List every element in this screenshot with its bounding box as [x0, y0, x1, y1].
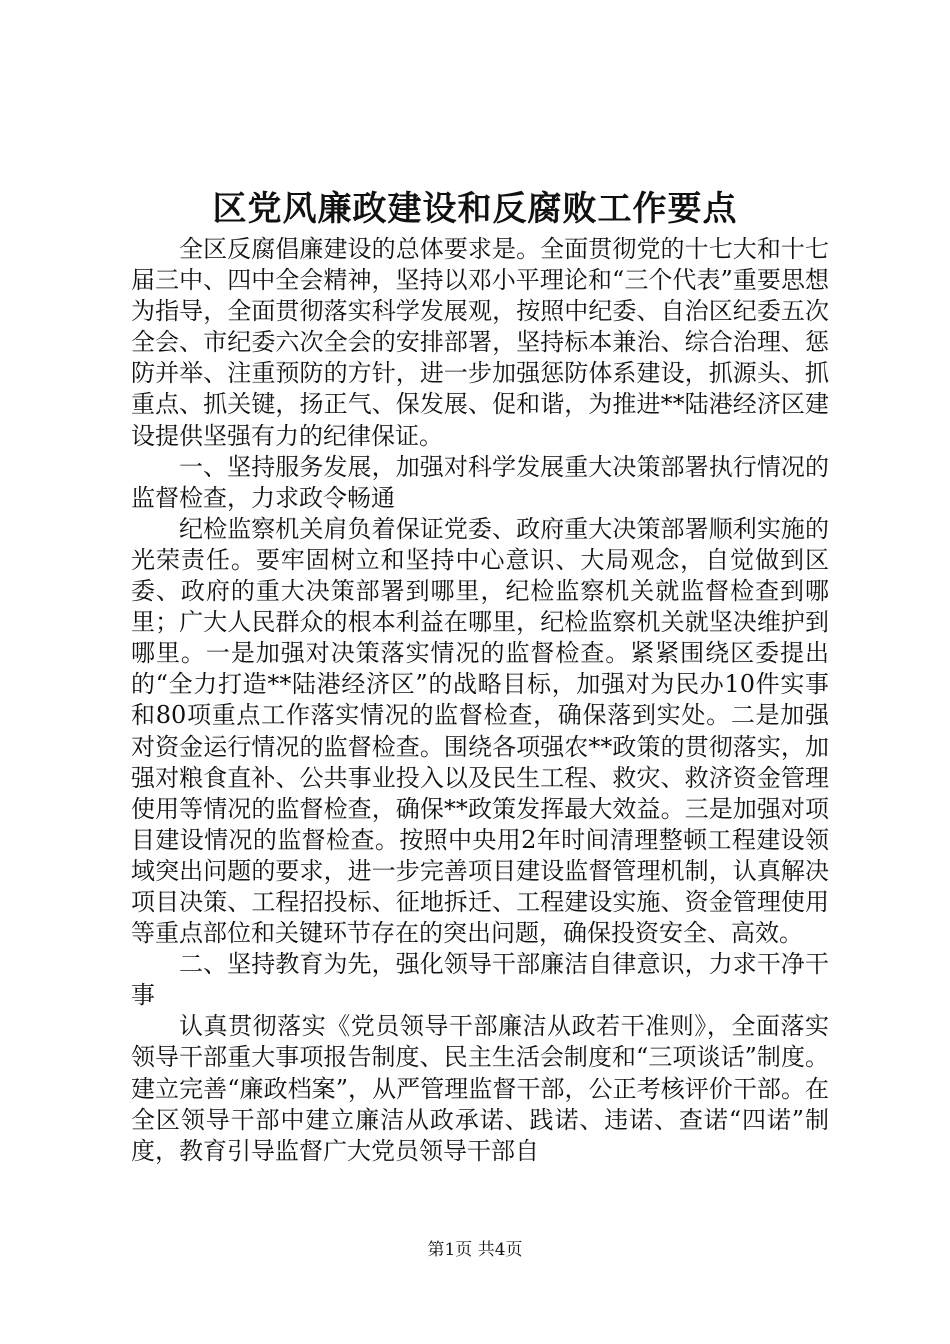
paragraph-section-1: 纪检监察机关肩负着保证党委、政府重大决策部署顺利实施的光荣责任。要牢固树立和坚持中心意识、大局观念，自觉做到区委、政府的重大决策部署到哪里，纪检监察机关就监督检查到哪里；广大人民群众的根本利益在哪里，纪检监察机关就坚决维护到哪里。一是加强对决策落实情况的监督检查。紧紧围绕区委提出的“全力打造**陆港经济区”的战略目标，加强对为民办10件实事和80项重点工作落实情况的监督检查，确保落到实处。二是加强对资金运行情况的监督检查。围绕各项强农**政策的贯彻落实，加强对粮食直补、公共事业投入以及民生工程、救灾、救济资金管理使用等情况的监督检查，确保**政策发挥最大效益。三是加强对项目建设情况的监督检查。按照中央用2年时间清理整顿工程建设领域突出问题的要求，进一步完善项目建设监督管理机制，认真解决项目决策、工程招投标、征地拆迁、工程建设实施、资金管理使用等重点部位和关键环节存在的突出问题，确保投资安全、高效。 [131, 514, 829, 948]
paragraph-section-2: 认真贯彻落实《党员领导干部廉洁从政若干准则》，全面落实领导干部重大事项报告制度、民主生活会制度和“三项谈话”制度。建立完善“廉政档案”，从严管理监督干部，公正考核评价干部。在全区领导干部中建立廉洁从政承诺、践诺、违诺、查诺“四诺”制度，教育引导监督广大党员领导干部自 [131, 1012, 829, 1165]
page-indicator: 第1页 共4页 [427, 1240, 523, 1260]
document-body [131, 234, 829, 1167]
paragraph-intro: 全区反腐倡廉建设的总体要求是。全面贯彻党的十七大和十七届三中、四中全会精神，坚持以邓小平理论和“三个代表”重要思想为指导，全面贯彻落实科学发展观，按照中纪委、自治区纪委五次全会、市纪委六次全会的安排部署，坚持标本兼治、综合治理、惩防并举、注重预防的方针，进一步加强惩防体系建设，抓源头、抓重点、抓关键，扬正气、保发展、促和谐，为推进**陆港经济区建设提供坚强有力的纪律保证。 [131, 235, 829, 450]
document-title: 区党风廉政建设和反腐败工作要点 [212, 189, 738, 229]
heading-section-1: 一、坚持服务发展，加强对科学发展重大决策部署执行情况的监督检查，力求政令畅通 [131, 452, 829, 512]
heading-section-2: 二、坚持教育为先，强化领导干部廉洁自律意识，力求干净干事 [131, 950, 829, 1010]
